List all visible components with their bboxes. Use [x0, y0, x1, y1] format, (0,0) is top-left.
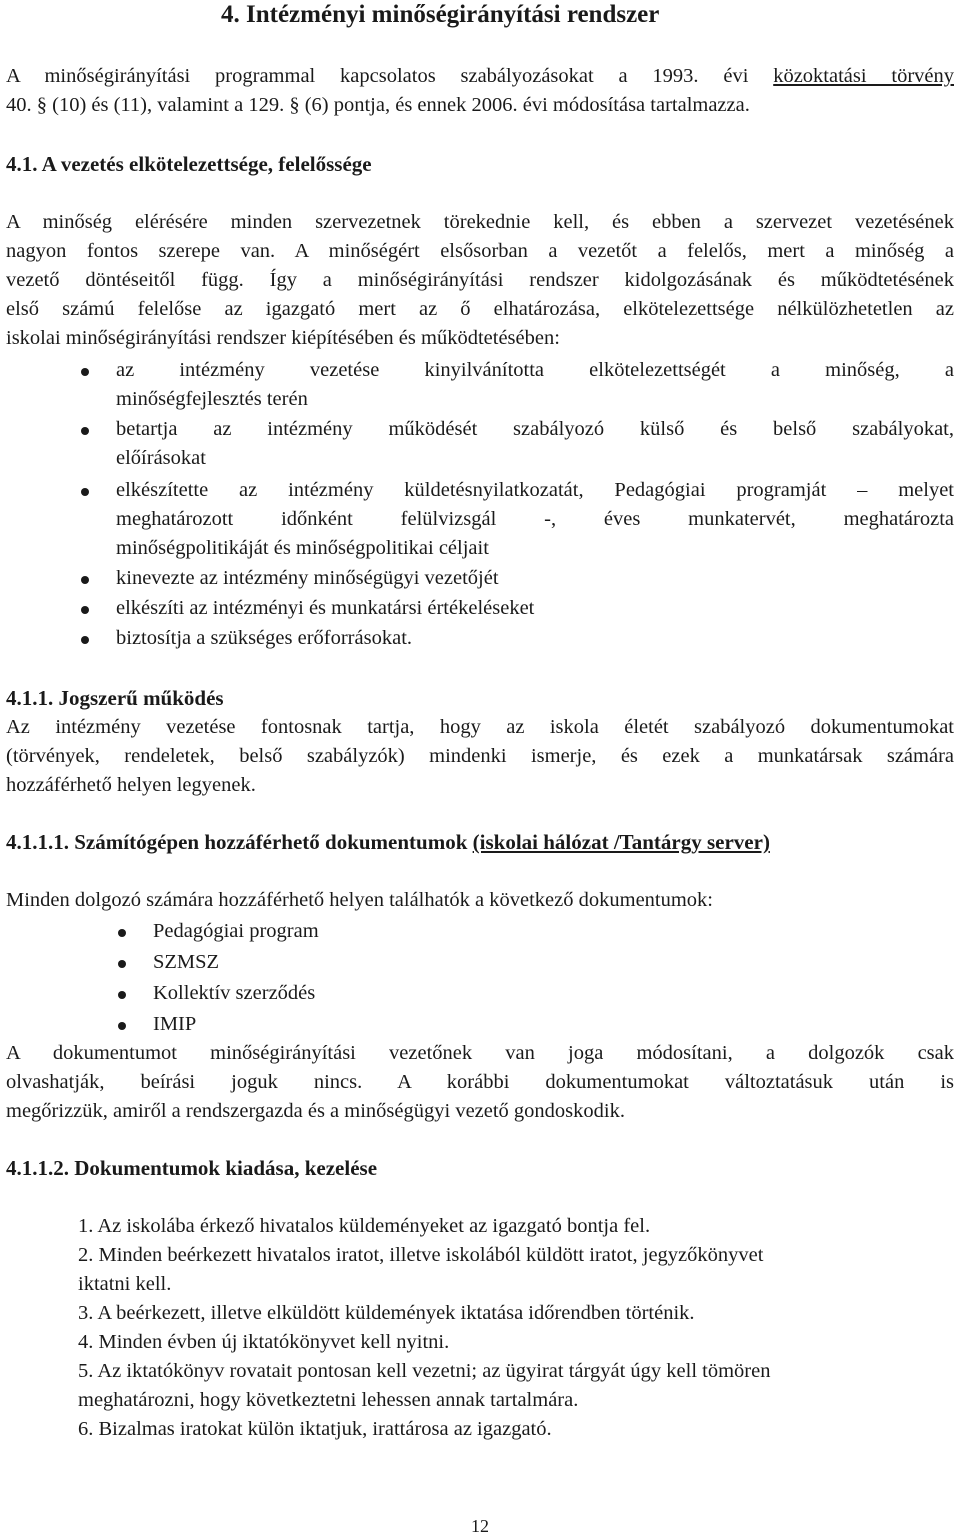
- page-number: 12: [471, 1516, 489, 1536]
- paragraph-line: olvashatják, beírási joguk nincs. A korábbi dokumentumokat változtatásuk után is: [6, 1071, 954, 1093]
- paragraph-line: A dokumentumot minőségirányítási vezetőnek van joga módosítani, a dolgozók csak: [6, 1042, 954, 1064]
- intro-line-1: A minőségirányítási programmal kapcsolatos szabályozásokat a 1993. évi közoktatási törvény: [6, 65, 954, 87]
- documents-intro: Minden dolgozó számára hozzáférhető helyen találhatók a következő dokumentumok:: [6, 889, 713, 911]
- bullet-icon: [81, 606, 89, 614]
- section-heading-4-1: 4.1. A vezetés elkötelezettsége, felelőssége: [6, 152, 372, 176]
- section-4-1-1-paragraph: [6, 713, 954, 800]
- paragraph-line: (törvények, rendeletek, belső szabályzók) mindenki ismerje, és ezek a munkatársak számára: [6, 745, 954, 767]
- bullet-icon: [81, 368, 89, 376]
- list-item: Kollektív szerződés: [153, 982, 316, 1004]
- list-item: kinevezte az intézmény minőségügyi vezetőjét: [116, 567, 499, 589]
- numbered-item: 4. Minden évben új iktatókönyvet kell nyitni.: [78, 1331, 450, 1353]
- section-heading-4-1-1: 4.1.1. Jogszerű működés: [6, 686, 224, 710]
- paragraph-line: első számú felelőse az igazgató mert az ő elhatározása, elkötelezettsége nélkülözhetetlen az: [6, 298, 954, 320]
- list-item: elkészítette az intézmény küldetésnyilatkozatát, Pedagógiai programját – melyet meghatározott időnként felülvizsgál -, éves munkatervét, meghatározta minőségpolitikáját és minőségpolitikai céljait: [116, 479, 954, 559]
- page-title: 4. Intézményi minőségirányítási rendszer: [221, 1, 660, 28]
- list-item: betartja az intézmény működését szabályozó külső és belső szabályokat, előírásokat: [116, 418, 954, 469]
- documents-after-paragraph: [6, 1039, 954, 1126]
- intro-line-2: 40. § (10) és (11), valamint a 129. § (6) pontja, és ennek 2006. évi módosítása tartalmazza.: [6, 94, 750, 116]
- paragraph-line: nagyon fontos szerepe van. A minőségért elsősorban a vezetőt a felelős, mert a minőség a: [6, 240, 954, 262]
- numbered-item: 6. Bizalmas iratokat külön iktatjuk, irattárosa az igazgató.: [78, 1418, 552, 1440]
- paragraph-line: hozzáférhető helyen legyenek.: [6, 774, 256, 796]
- section-4-1-paragraph: [6, 208, 954, 353]
- intro-paragraph: [6, 62, 954, 120]
- bullet-icon: [81, 576, 89, 584]
- list-item: Pedagógiai program: [153, 920, 319, 942]
- bullet-icon: [81, 488, 89, 496]
- list-item: elkészíti az intézményi és munkatársi értékeléseket: [116, 597, 535, 619]
- bullet-icon: [118, 1022, 126, 1030]
- paragraph-line: A minőség elérésére minden szervezetnek törekednie kell, és ebben a szervezet vezetésének: [6, 211, 954, 233]
- paragraph-line: Az intézmény vezetése fontosnak tartja, hogy az iskola életét szabályozó dokumentumokat: [6, 716, 954, 738]
- bullet-icon: [118, 960, 126, 968]
- section-heading-4-1-1-1: 4.1.1.1. Számítógépen hozzáférhető dokumentumok (iskolai hálózat /Tantárgy server): [6, 830, 770, 854]
- paragraph-line: iskolai minőségirányítási rendszer kiépítésében és működtetésében:: [6, 327, 560, 349]
- list-item: biztosítja a szükséges erőforrásokat.: [116, 627, 413, 649]
- numbered-item: 5. Az iktatókönyv rovatait pontosan kell vezetni; az ügyirat tárgyát úgy kell tömören meghatározni, hogy következtetni lehessen annak tartalmára.: [78, 1360, 771, 1411]
- bullet-icon: [81, 636, 89, 644]
- list-item: IMIP: [153, 1013, 197, 1035]
- bullet-icon: [118, 929, 126, 937]
- numbered-item: 3. A beérkezett, illetve elküldött küldemények iktatása időrendben történik.: [78, 1302, 695, 1324]
- law-link[interactable]: közoktatási törvény: [773, 65, 954, 87]
- list-item: SZMSZ: [153, 951, 220, 973]
- numbered-item: 2. Minden beérkezett hivatalos iratot, illetve iskolából küldött iratot, jegyzőkönyvet iktatni kell.: [78, 1244, 764, 1295]
- list-item: az intézmény vezetése kinyilvánította elkötelezettségét a minőség, a minőségfejlesztés terén: [116, 359, 954, 410]
- paragraph-line: megőrizzük, amiről a rendszergazda és a minőségügyi vezető gondoskodik.: [6, 1100, 625, 1122]
- section-heading-4-1-1-2: 4.1.1.2. Dokumentumok kiadása, kezelése: [6, 1156, 378, 1180]
- network-location: (iskolai hálózat /Tantárgy server): [472, 830, 770, 854]
- numbered-item: 1. Az iskolába érkező hivatalos küldeményeket az igazgató bontja fel.: [78, 1215, 651, 1237]
- bullet-icon: [81, 427, 89, 435]
- bullet-icon: [118, 991, 126, 999]
- paragraph-line: vezető döntéseitől függ. Így a minőségirányítási rendszer kidolgozásának és működtetésének: [6, 269, 954, 291]
